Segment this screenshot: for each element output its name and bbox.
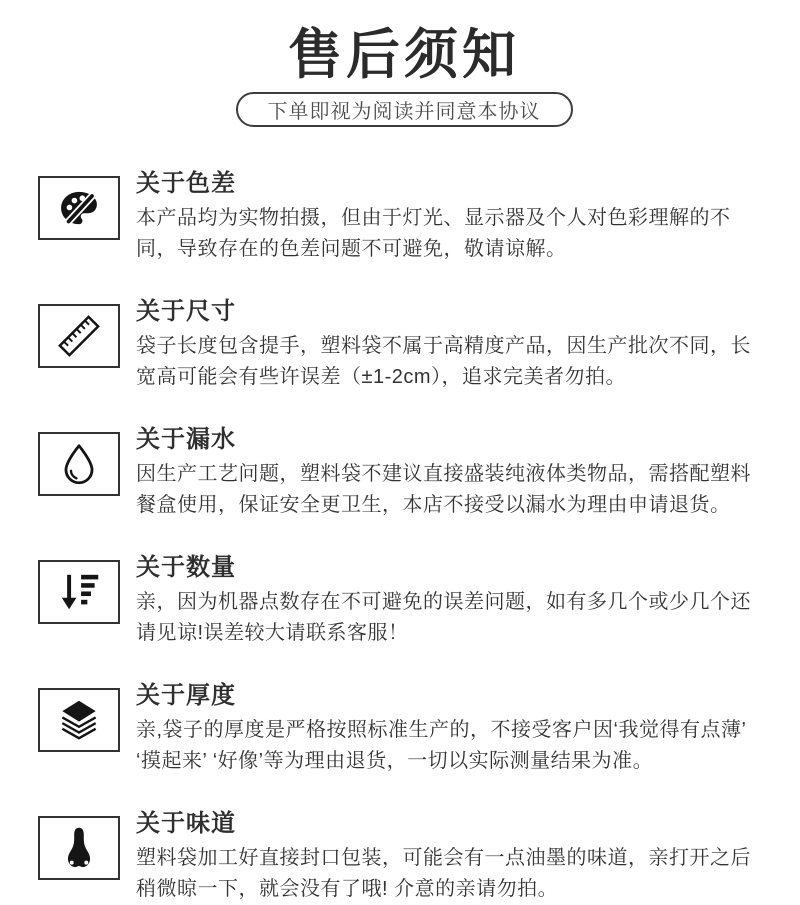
section-content — [136, 169, 770, 265]
section-title: 关于数量 — [136, 554, 236, 581]
notice-sections — [38, 169, 770, 905]
section-body: 亲，因为机器点数存在不可避免的误差问题，如有多几个或少几个还请见谅!误差较大请联系客服！ — [136, 591, 751, 644]
section-content — [136, 681, 770, 777]
section-body: 袋子长度包含提手，塑料袋不属于高精度产品，因生产批次不同，长宽高可能会有些许误差（±1-2cm），追求完美者勿拍。 — [136, 335, 751, 388]
section-icon-box — [38, 176, 120, 240]
section-icon-box — [38, 816, 120, 880]
notice-section — [38, 809, 770, 905]
section-icon-box — [38, 560, 120, 624]
section-body: 因生产工艺问题，塑料袋不建议直接盛装纯液体类物品，需搭配塑料餐盒使用，保证安全更卫生，本店不接受以漏水为理由申请退货。 — [136, 463, 751, 516]
nose-icon — [54, 823, 104, 873]
notice-section — [38, 553, 770, 649]
agreement-pill-wrap — [38, 92, 770, 127]
quantity-sort-icon — [54, 567, 104, 617]
section-body: 亲,袋子的厚度是严格按照标准生产的，不接受客户因‘我觉得有点薄’ ‘摸起来’ ‘好像’等为理由退货，一切以实际测量结果为准。 — [136, 719, 747, 772]
section-title: 关于厚度 — [136, 682, 236, 709]
notice-section — [38, 681, 770, 777]
section-content — [136, 809, 770, 905]
section-content — [136, 553, 770, 649]
section-body: 塑料袋加工好直接封口包装，可能会有一点油墨的味道，亲打开之后稍微晾一下，就会没有了哦! 介意的亲请勿拍。 — [136, 847, 751, 900]
ruler-icon — [54, 311, 104, 361]
water-drop-icon — [54, 439, 104, 489]
notice-section — [38, 169, 770, 265]
notice-section — [38, 297, 770, 393]
section-title: 关于尺寸 — [136, 298, 236, 325]
layers-icon — [54, 695, 104, 745]
section-icon-box — [38, 304, 120, 368]
section-title: 关于漏水 — [136, 426, 236, 453]
agreement-text: 下单即视为阅读并同意本协议 — [267, 101, 541, 123]
page-title: 售后须知 — [288, 25, 520, 85]
section-icon-box — [38, 688, 120, 752]
section-body: 本产品均为实物拍摄，但由于灯光、显示器及个人对色彩理解的不同，导致存在的色差问题不可避免，敬请谅解。 — [136, 207, 731, 260]
agreement-pill — [236, 92, 573, 127]
section-title: 关于味道 — [136, 810, 236, 837]
palette-icon — [54, 183, 104, 233]
section-content — [136, 425, 770, 521]
section-content — [136, 297, 770, 393]
notice-section — [38, 425, 770, 521]
section-icon-box — [38, 432, 120, 496]
section-title: 关于色差 — [136, 170, 236, 197]
